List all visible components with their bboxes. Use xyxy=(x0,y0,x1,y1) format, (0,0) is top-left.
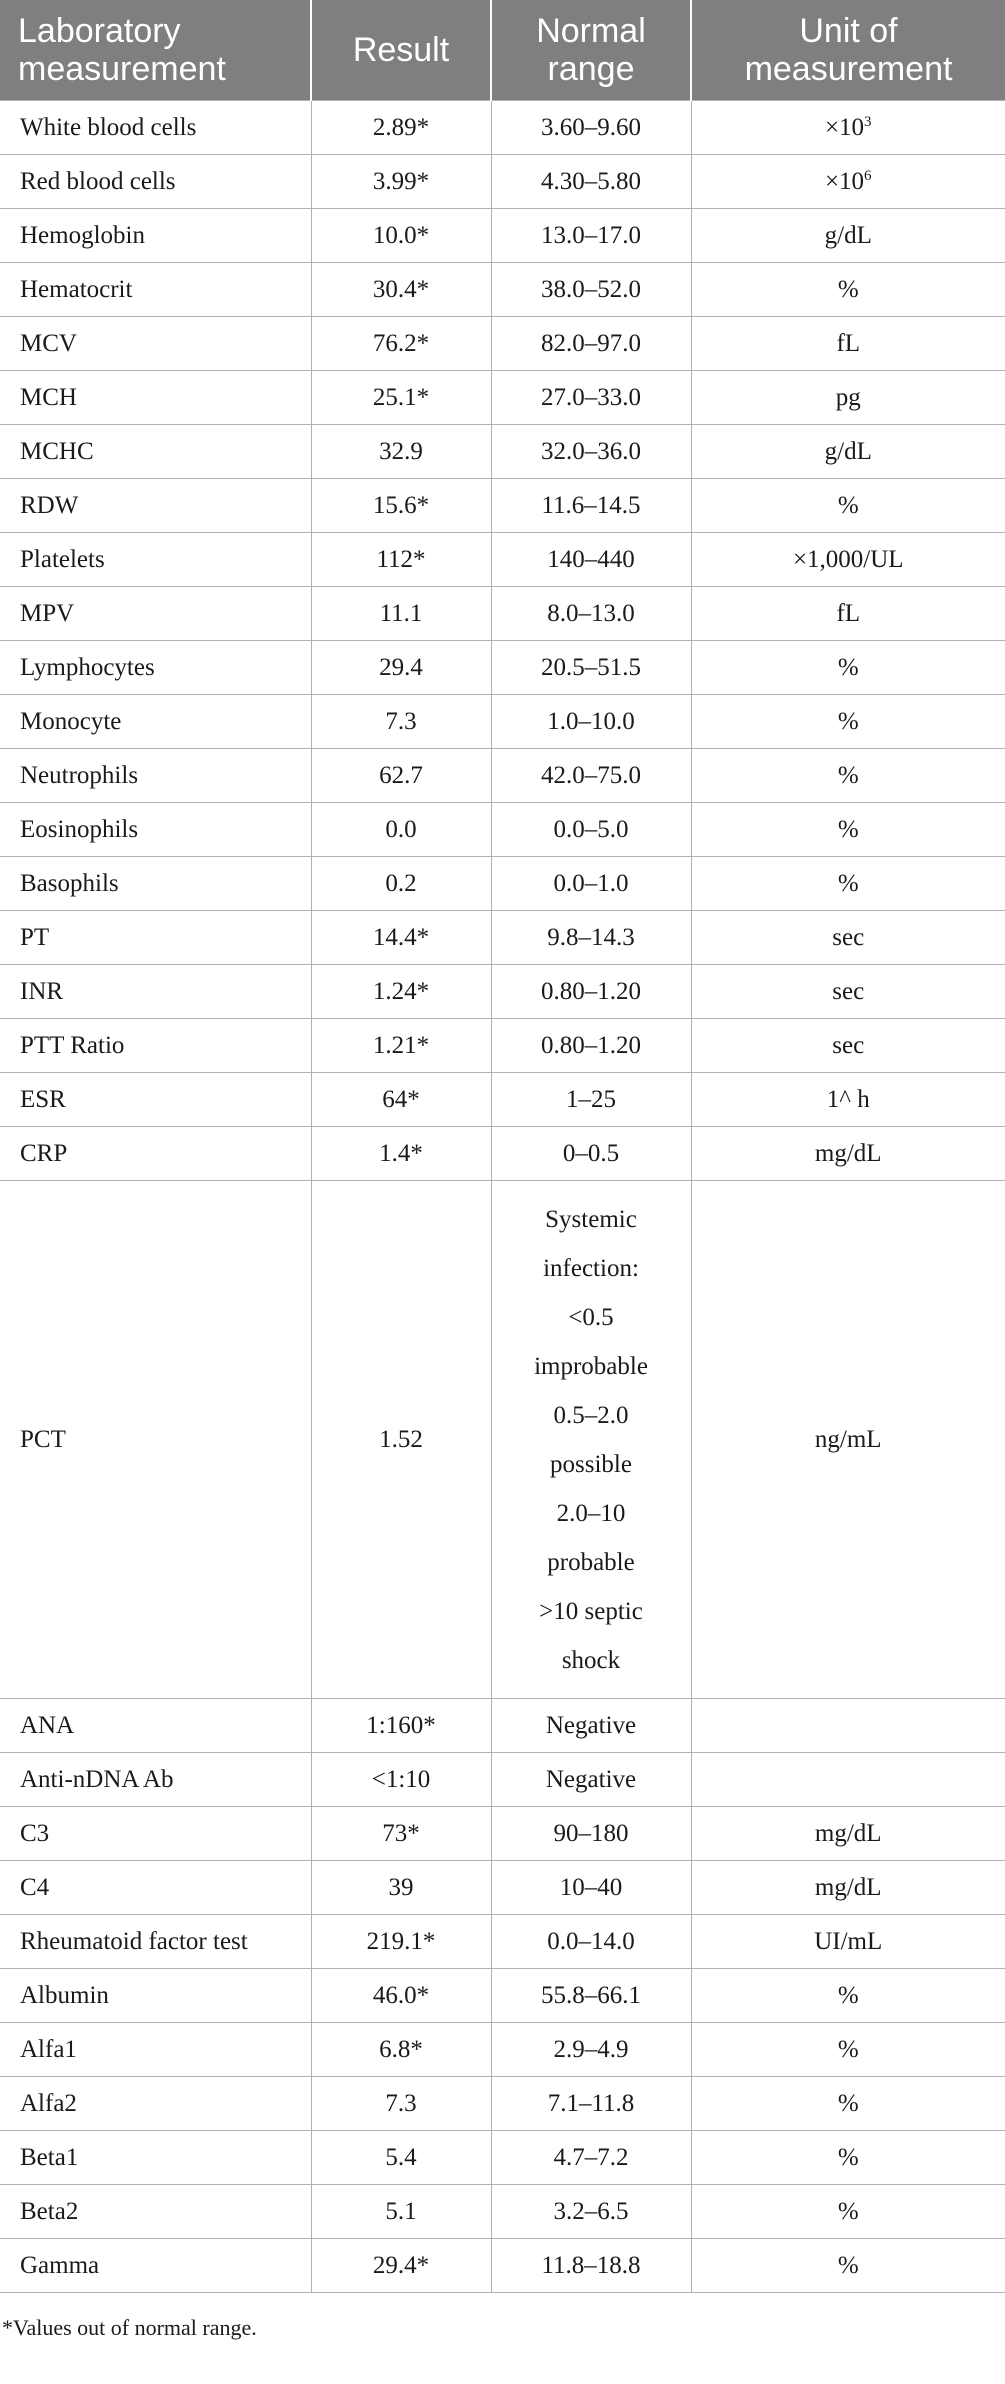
header-laboratory-measurement xyxy=(0,0,311,101)
table-row xyxy=(0,1753,1005,1807)
unit-cell xyxy=(691,479,1005,533)
unit-cell xyxy=(691,1127,1005,1181)
unit-cell xyxy=(691,263,1005,317)
measurement-name-cell: Eosinophils xyxy=(0,803,311,857)
result-cell: 1.4* xyxy=(311,1127,491,1181)
table-row xyxy=(0,317,1005,371)
normal-range-line: Systemic xyxy=(545,1205,637,1233)
table-row xyxy=(0,2077,1005,2131)
normal-range-cell: 8.0–13.0 xyxy=(491,587,691,641)
normal-range-cell: 32.0–36.0 xyxy=(491,425,691,479)
unit-text: % xyxy=(837,815,859,843)
normal-range-cell: 55.8–66.1 xyxy=(491,1969,691,2023)
result-cell: 1.52 xyxy=(311,1181,491,1699)
table-row xyxy=(0,155,1005,209)
unit-cell xyxy=(691,533,1005,587)
result-cell: 112* xyxy=(311,533,491,587)
table-row xyxy=(0,1915,1005,1969)
measurement-name-cell: ANA xyxy=(0,1699,311,1753)
unit-cell xyxy=(691,425,1005,479)
measurement-name-cell: Rheumatoid factor test xyxy=(0,1915,311,1969)
table-row xyxy=(0,2185,1005,2239)
measurement-name-cell: Beta1 xyxy=(0,2131,311,2185)
measurement-name-cell: Hemoglobin xyxy=(0,209,311,263)
header-label: Laboratory measurement xyxy=(18,12,226,88)
unit-text: % xyxy=(837,707,859,735)
normal-range-cell: 7.1–11.8 xyxy=(491,2077,691,2131)
unit-text: pg xyxy=(835,383,861,411)
unit-text: ×1,000/UL xyxy=(792,545,904,573)
normal-range-cell: 0.0–1.0 xyxy=(491,857,691,911)
unit-cell xyxy=(691,317,1005,371)
measurement-name-cell: MCHC xyxy=(0,425,311,479)
unit-text: % xyxy=(837,2197,859,2225)
unit-text: 1^ h xyxy=(826,1085,870,1113)
normal-range-cell: 140–440 xyxy=(491,533,691,587)
normal-range-cell: Negative xyxy=(491,1699,691,1753)
measurement-name-cell: Beta2 xyxy=(0,2185,311,2239)
measurement-name-cell: Hematocrit xyxy=(0,263,311,317)
table-row xyxy=(0,1807,1005,1861)
unit-exponent: 6 xyxy=(864,167,872,184)
unit-cell xyxy=(691,2131,1005,2185)
normal-range-line: 2.0–10 xyxy=(556,1499,626,1527)
table-row xyxy=(0,2131,1005,2185)
result-cell: 30.4* xyxy=(311,263,491,317)
unit-text: g/dL xyxy=(824,437,872,465)
unit-text: % xyxy=(837,1981,859,2009)
table-row xyxy=(0,533,1005,587)
table-row xyxy=(0,1127,1005,1181)
normal-range-cell: 27.0–33.0 xyxy=(491,371,691,425)
result-cell: 10.0* xyxy=(311,209,491,263)
result-cell: 15.6* xyxy=(311,479,491,533)
normal-range-cell: 1–25 xyxy=(491,1073,691,1127)
normal-range-cell: 0.0–14.0 xyxy=(491,1915,691,1969)
table-body xyxy=(0,101,1005,2293)
unit-cell xyxy=(691,803,1005,857)
measurement-name-cell: CRP xyxy=(0,1127,311,1181)
measurement-name-cell: Platelets xyxy=(0,533,311,587)
unit-cell xyxy=(691,1073,1005,1127)
unit-cell xyxy=(691,749,1005,803)
table-row xyxy=(0,857,1005,911)
result-cell: 5.4 xyxy=(311,2131,491,2185)
measurement-name-cell: Alfa1 xyxy=(0,2023,311,2077)
unit-text: % xyxy=(837,2143,859,2171)
normal-range-line: possible xyxy=(550,1450,632,1478)
normal-range-cell: 11.6–14.5 xyxy=(491,479,691,533)
unit-cell xyxy=(691,209,1005,263)
result-cell: 76.2* xyxy=(311,317,491,371)
normal-range-cell: 3.2–6.5 xyxy=(491,2185,691,2239)
normal-range-cell: Negative xyxy=(491,1753,691,1807)
normal-range-cell: 1.0–10.0 xyxy=(491,695,691,749)
unit-cell xyxy=(691,695,1005,749)
measurement-name-cell: MCH xyxy=(0,371,311,425)
unit-cell xyxy=(691,2023,1005,2077)
unit-cell xyxy=(691,1181,1005,1699)
table-row xyxy=(0,2239,1005,2293)
result-cell: 1.21* xyxy=(311,1019,491,1073)
result-cell: 32.9 xyxy=(311,425,491,479)
result-cell: 1:160* xyxy=(311,1699,491,1753)
unit-cell xyxy=(691,2077,1005,2131)
table-row xyxy=(0,1969,1005,2023)
unit-text: sec xyxy=(832,1031,865,1059)
result-cell: 25.1* xyxy=(311,371,491,425)
normal-range-line: improbable xyxy=(534,1352,648,1380)
normal-range-cell: 90–180 xyxy=(491,1807,691,1861)
table-row xyxy=(0,209,1005,263)
measurement-name-cell: ESR xyxy=(0,1073,311,1127)
table-row xyxy=(0,1073,1005,1127)
unit-cell xyxy=(691,1861,1005,1915)
unit-text: ×10 xyxy=(824,167,865,195)
measurement-name-cell: C4 xyxy=(0,1861,311,1915)
unit-text: % xyxy=(837,653,859,681)
normal-range-line: >10 septic xyxy=(539,1597,643,1625)
normal-range-line: shock xyxy=(561,1646,621,1674)
normal-range-line: probable xyxy=(547,1548,635,1576)
measurement-name-cell: PCT xyxy=(0,1181,311,1699)
result-cell: 14.4* xyxy=(311,911,491,965)
result-cell: 7.3 xyxy=(311,2077,491,2131)
result-cell: 2.89* xyxy=(311,101,491,155)
table-header xyxy=(0,0,1005,101)
table-row xyxy=(0,2023,1005,2077)
measurement-name-cell: RDW xyxy=(0,479,311,533)
table-row xyxy=(0,965,1005,1019)
normal-range-cell xyxy=(491,1181,691,1699)
result-cell: <1:10 xyxy=(311,1753,491,1807)
measurement-name-cell: Albumin xyxy=(0,1969,311,2023)
result-cell: 29.4* xyxy=(311,2239,491,2293)
unit-text: % xyxy=(837,275,859,303)
header-result: Result xyxy=(311,0,491,101)
measurement-name-cell: MPV xyxy=(0,587,311,641)
header-label: Unit of measurement xyxy=(744,12,953,88)
table-row xyxy=(0,101,1005,155)
unit-cell xyxy=(691,1753,1005,1807)
unit-cell xyxy=(691,857,1005,911)
result-cell: 0.0 xyxy=(311,803,491,857)
normal-range-cell: 20.5–51.5 xyxy=(491,641,691,695)
result-cell: 39 xyxy=(311,1861,491,1915)
table-row xyxy=(0,695,1005,749)
normal-range-cell: 11.8–18.8 xyxy=(491,2239,691,2293)
unit-cell xyxy=(691,2185,1005,2239)
measurement-name-cell: Gamma xyxy=(0,2239,311,2293)
table-row xyxy=(0,1861,1005,1915)
table-row xyxy=(0,1019,1005,1073)
result-cell: 62.7 xyxy=(311,749,491,803)
result-cell: 3.99* xyxy=(311,155,491,209)
result-cell: 46.0* xyxy=(311,1969,491,2023)
result-cell: 73* xyxy=(311,1807,491,1861)
measurement-name-cell: White blood cells xyxy=(0,101,311,155)
table-row xyxy=(0,479,1005,533)
measurement-name-cell: Monocyte xyxy=(0,695,311,749)
table-row xyxy=(0,1699,1005,1753)
unit-text: UI/mL xyxy=(814,1927,883,1955)
unit-cell xyxy=(691,587,1005,641)
normal-range-cell: 38.0–52.0 xyxy=(491,263,691,317)
table-row xyxy=(0,911,1005,965)
unit-cell xyxy=(691,965,1005,1019)
unit-cell xyxy=(691,2239,1005,2293)
unit-cell xyxy=(691,371,1005,425)
normal-range-cell: 13.0–17.0 xyxy=(491,209,691,263)
measurement-name-cell: INR xyxy=(0,965,311,1019)
table-row xyxy=(0,803,1005,857)
measurement-name-cell: Neutrophils xyxy=(0,749,311,803)
normal-range-line: 0.5–2.0 xyxy=(553,1401,629,1429)
unit-cell xyxy=(691,1969,1005,2023)
measurement-name-cell: C3 xyxy=(0,1807,311,1861)
normal-range-cell: 9.8–14.3 xyxy=(491,911,691,965)
unit-cell xyxy=(691,1699,1005,1753)
unit-cell xyxy=(691,1807,1005,1861)
table-row xyxy=(0,371,1005,425)
measurement-name-cell: Lymphocytes xyxy=(0,641,311,695)
unit-cell xyxy=(691,1915,1005,1969)
normal-range-cell: 0.80–1.20 xyxy=(491,965,691,1019)
unit-cell xyxy=(691,101,1005,155)
unit-text: ng/mL xyxy=(814,1425,882,1453)
header-unit xyxy=(691,0,1005,101)
result-cell: 0.2 xyxy=(311,857,491,911)
measurement-name-cell: MCV xyxy=(0,317,311,371)
header-label: Normal range xyxy=(536,12,646,88)
unit-text: mg/dL xyxy=(814,1873,882,1901)
header-row xyxy=(0,0,1005,101)
measurement-name-cell: Red blood cells xyxy=(0,155,311,209)
unit-cell xyxy=(691,641,1005,695)
normal-range-line: infection: xyxy=(543,1254,639,1282)
measurement-name-cell: PT xyxy=(0,911,311,965)
normal-range-cell: 4.7–7.2 xyxy=(491,2131,691,2185)
normal-range-cell: 10–40 xyxy=(491,1861,691,1915)
result-cell: 6.8* xyxy=(311,2023,491,2077)
unit-text: % xyxy=(837,2251,859,2279)
table-row xyxy=(0,749,1005,803)
result-cell: 219.1* xyxy=(311,1915,491,1969)
unit-text: % xyxy=(837,2089,859,2117)
normal-range-cell: 82.0–97.0 xyxy=(491,317,691,371)
unit-text: sec xyxy=(832,923,865,951)
result-cell: 5.1 xyxy=(311,2185,491,2239)
normal-range-cell: 0.0–5.0 xyxy=(491,803,691,857)
table-row xyxy=(0,263,1005,317)
table-row xyxy=(0,425,1005,479)
normal-range-cell: 42.0–75.0 xyxy=(491,749,691,803)
unit-exponent: 3 xyxy=(864,113,872,130)
result-cell: 29.4 xyxy=(311,641,491,695)
normal-range-cell: 2.9–4.9 xyxy=(491,2023,691,2077)
normal-range-cell: 0.80–1.20 xyxy=(491,1019,691,1073)
unit-text: ×10 xyxy=(824,113,865,141)
footnote: *Values out of normal range. xyxy=(2,2315,257,2340)
table-row xyxy=(0,587,1005,641)
unit-text: % xyxy=(837,491,859,519)
unit-cell xyxy=(691,911,1005,965)
unit-text: mg/dL xyxy=(814,1819,882,1847)
result-cell: 7.3 xyxy=(311,695,491,749)
measurement-name-cell: Alfa2 xyxy=(0,2077,311,2131)
unit-text: % xyxy=(837,869,859,897)
measurement-name-cell: Basophils xyxy=(0,857,311,911)
unit-text: % xyxy=(837,2035,859,2063)
measurement-name-cell: Anti-nDNA Ab xyxy=(0,1753,311,1807)
header-normal-range xyxy=(491,0,691,101)
unit-text: fL xyxy=(836,329,861,357)
result-cell: 11.1 xyxy=(311,587,491,641)
unit-text: g/dL xyxy=(824,221,872,249)
normal-range-cell: 3.60–9.60 xyxy=(491,101,691,155)
unit-text: mg/dL xyxy=(814,1139,882,1167)
result-cell: 1.24* xyxy=(311,965,491,1019)
unit-text: fL xyxy=(836,599,861,627)
unit-cell xyxy=(691,155,1005,209)
result-cell: 64* xyxy=(311,1073,491,1127)
measurement-name-cell: PTT Ratio xyxy=(0,1019,311,1073)
unit-cell xyxy=(691,1019,1005,1073)
normal-range-line: <0.5 xyxy=(568,1303,614,1331)
normal-range-cell: 0–0.5 xyxy=(491,1127,691,1181)
unit-text: % xyxy=(837,761,859,789)
unit-text: sec xyxy=(832,977,865,1005)
table-row xyxy=(0,1181,1005,1699)
normal-range-cell: 4.30–5.80 xyxy=(491,155,691,209)
table-row xyxy=(0,641,1005,695)
